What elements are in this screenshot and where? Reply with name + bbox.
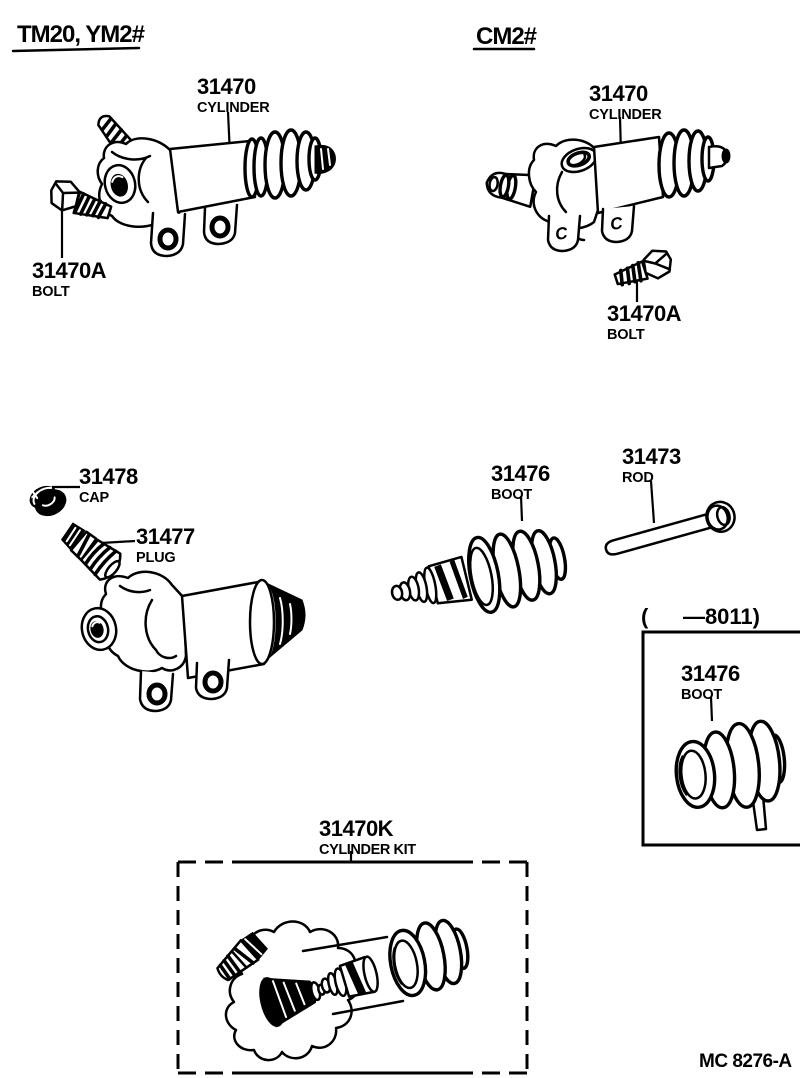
part-number: 31470A xyxy=(607,301,682,326)
cylinder-left-drawing xyxy=(93,111,335,256)
rod-drawing xyxy=(602,499,738,562)
piston-boot-drawing xyxy=(385,522,572,630)
label-bolt-left xyxy=(32,260,106,300)
note-value: —8011) xyxy=(682,604,760,629)
casting-mark: C xyxy=(553,223,569,244)
part-number: 31478 xyxy=(79,464,138,489)
section-header-cm2: CM2# xyxy=(476,23,537,50)
cylinder-right-drawing xyxy=(484,130,730,251)
label-boot xyxy=(491,463,550,503)
label-boot-early xyxy=(681,663,740,703)
part-name: BOOT xyxy=(681,687,723,703)
label-rod xyxy=(622,446,681,486)
cylinder-body-drawing xyxy=(78,572,305,711)
part-number: 31473 xyxy=(622,444,681,469)
label-cylinder-kit xyxy=(319,818,416,858)
label-bolt-right xyxy=(607,303,681,343)
part-name: CAP xyxy=(79,490,110,506)
part-name: BOLT xyxy=(607,327,645,343)
part-number: 31470K xyxy=(319,816,394,841)
part-name: CYLINDER KIT xyxy=(319,842,416,858)
header-left-underline xyxy=(13,48,139,51)
part-number: 31476 xyxy=(681,661,740,686)
early-boot-drawing xyxy=(672,719,789,830)
label-plug xyxy=(136,526,195,566)
label-cylinder-right xyxy=(589,83,662,123)
plug-drawing xyxy=(56,518,126,584)
label-cap xyxy=(79,466,138,506)
part-number: 31477 xyxy=(136,524,195,549)
part-name: BOLT xyxy=(32,284,70,300)
kit-boot xyxy=(384,916,474,999)
casting-mark: C xyxy=(608,213,624,234)
part-number: 31470 xyxy=(589,81,648,106)
part-number: 31470A xyxy=(32,258,107,283)
part-name: PLUG xyxy=(136,550,176,566)
bolt-right-drawing xyxy=(611,246,675,291)
applicability-note xyxy=(641,606,760,628)
section-header-tm20: TM20, YM2# xyxy=(17,21,144,48)
part-name: ROD xyxy=(622,470,654,486)
cap-drawing xyxy=(26,480,70,522)
part-name: CYLINDER xyxy=(197,100,270,116)
cylinder-kit-drawing xyxy=(213,916,474,1060)
part-number: 31470 xyxy=(197,74,256,99)
label-cylinder-left xyxy=(197,76,270,116)
part-name: CYLINDER xyxy=(589,107,662,123)
part-number: 31476 xyxy=(491,461,550,486)
part-name: BOOT xyxy=(491,487,533,503)
note-open-paren: ( xyxy=(641,604,649,629)
page-code: MC 8276-A xyxy=(699,1051,792,1072)
